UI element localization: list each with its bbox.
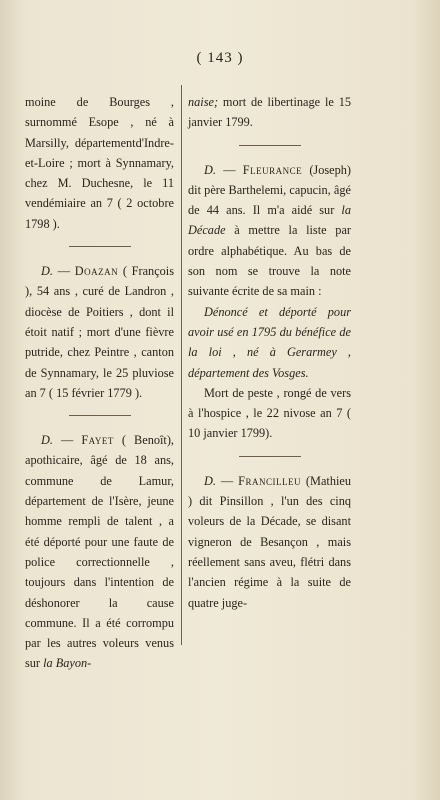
- entry-name: Doazan: [74, 264, 119, 279]
- entry-separator: [239, 456, 301, 457]
- entry-continuation-right: [188, 92, 351, 133]
- continuation-italic: naise;: [188, 95, 219, 109]
- entry-separator: [239, 145, 301, 146]
- entry-fleurance: D. — Fleurance (Joseph) dit père Barthelemi, capucin, âgé de 44 ans. Il m'a aidé sur la Décade à mettre la liste par ordre alphabétique. Au bas de son nom se trouve la note suivante écrite de sa main :: [188, 162, 351, 299]
- right-column: [188, 92, 351, 613]
- entry-text-italic: la Bayon-: [43, 656, 92, 671]
- handwritten-note-quote: Dénoncé et déporté pour avoir usé en 1795 du bénéfice de la loi , né à Gerarmey , département des Vosges.: [188, 304, 351, 380]
- entry-head: D.: [204, 162, 216, 177]
- continuation-text: mort de libertinage le 15 janvier 1799.: [188, 95, 351, 130]
- entry-text: (Mathieu ) dit Pinsillon , l'un des cinq voleurs de la Décade, se disant vigneron de Besançon , mais réellement sans aveu, flétri dans l'ancien régime à la suite de quatre juge-: [188, 473, 351, 610]
- entry-text-continued: à mettre la liste par ordre alphabétique. Au bas de son nom se trouve la note suivante écrite de sa main :: [188, 223, 351, 299]
- entry-separator: [69, 415, 131, 416]
- page-number: ( 143 ): [196, 50, 244, 66]
- entry-head: D.: [41, 264, 53, 279]
- entry-fleurance-death: Mort de peste , rongé de vers à l'hospice , le 22 nivose an 7 ( 10 janvier 1799).: [188, 385, 351, 441]
- column-divider: [181, 85, 182, 645]
- entry-text: ( François ), 54 ans , curé de Landron , diocèse de Poitiers , dont il étoit natif ; mort d'une fièvre putride, chez Peintre , canton de Synnamary, le 25 pluviose an 7 ( 15 février 1779 ).: [25, 264, 174, 400]
- entry-separator: [69, 246, 131, 247]
- entry-name: Francilleu: [238, 473, 301, 488]
- entry-text-italic: la Décade: [188, 203, 351, 238]
- entry-continuation-left: moine de Bourges , surnommé Esope , né à Marsilly, départementd'Indre-et-Loire ; mort à Synnamary, chez M. Duchesne, le 11 vendémiaire an 7 ( 2 octobre 1798 ).: [25, 95, 174, 231]
- entry-fayet: D. — Fayet ( Benoît), apothicaire, âgé de 18 ans, commune de Lamur, département de l'Isère, jeune homme rempli de talent , a été déporté pour une faute de police correctionnelle , toujours dans l'intention de déshonorer la cause commune. Il a été corrompu par les autres voleurs venus sur la Bayon-: [25, 433, 174, 671]
- entry-doazan: D. — Doazan ( François ), 54 ans , curé de Landron , diocèse de Poitiers , dont il étoit natif ; mort d'une fièvre putride, chez Peintre , canton de Synnamary, le 25 pluviose an 7 ( 15 février 1779 ).: [25, 264, 174, 400]
- entry-text: (Joseph) dit père Barthelemi, capucin, âgé de 44 ans. Il m'a aidé sur: [188, 162, 351, 218]
- entry-francilleu: D. — Francilleu (Mathieu ) dit Pinsillon , l'un des cinq voleurs de la Décade, se disant vigneron de Besançon , mais réellement sans aveu, flétri dans l'ancien régime à la suite de quatre juge-: [188, 473, 351, 610]
- left-column: [25, 92, 174, 674]
- entry-name: Fleurance: [242, 162, 303, 177]
- entry-text: ( Benoît), apothicaire, âgé de 18 ans, commune de Lamur, département de l'Isère, jeune homme rempli de talent , a été déporté pour une faute de police correctionnelle , toujours dans l'intention de déshonorer la cause commune. Il a été corrompu par les autres voleurs venus sur: [25, 433, 174, 671]
- entry-head: D.: [204, 473, 216, 488]
- entry-name: Fayet: [81, 433, 114, 448]
- entry-head: D.: [41, 433, 53, 448]
